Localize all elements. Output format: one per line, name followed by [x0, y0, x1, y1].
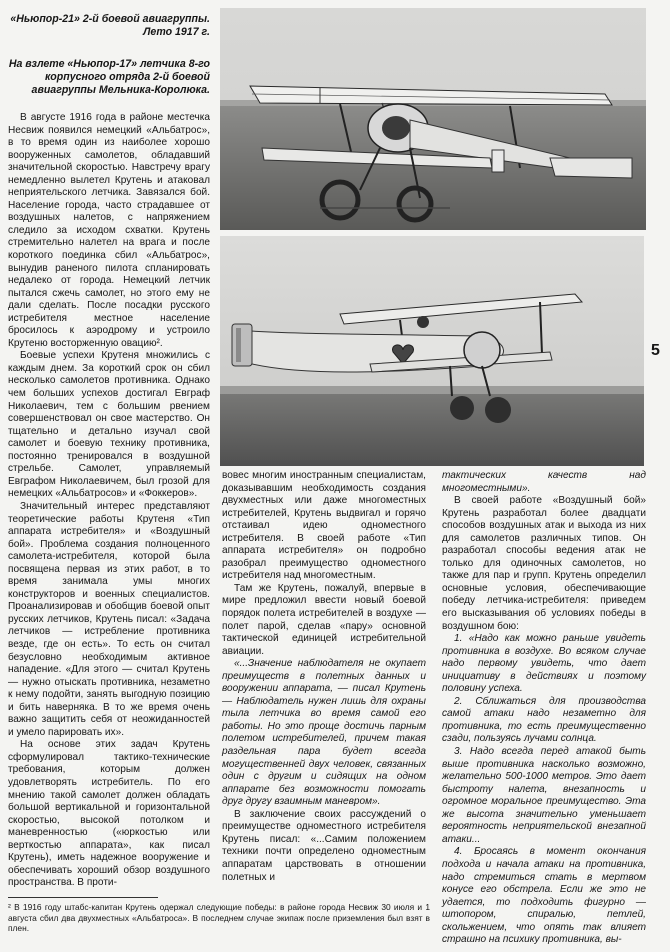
- text-column-3: [442, 470, 646, 947]
- text-column-1: [8, 112, 210, 890]
- quote-paragraph: 2. Сближаться для производства самой атаки надо незаметно для противника, то есть преимущественно сзади, пользуясь лучами солнца.: [442, 695, 646, 745]
- paragraph: На основе этих задач Крутень сформулировал тактико-технические требования, которым должен удовлетворять истребитель. По его мнению такой самолет должен обладать большой вертикальной и горизонтальной скоростью, высокой потолком и маневренностью («юркостью или верткостью аппарата», как писал Крутень), иметь надежное вооружение и обеспечивать хороший обзор воздушного пространства. В проти-: [8, 739, 210, 889]
- quote-paragraph: тактических качеств над многоместными».: [442, 470, 646, 494]
- quote-paragraph: «...Значение наблюдателя не окупает преимуществ в полетных данных и вооружении аппарата, — писал Крутень — Наблюдатель нужен лишь для охраны тыла летчика во время самой его работы. Но это проще достичь парным полетом истребителей, причем такая раздельная пара будет всегда могущественней двух человек, связанных один с другим и сидящих на одном аппарате без возможности помогать друг другу взаимным маневром».: [222, 658, 426, 808]
- text-column-2: [222, 470, 426, 884]
- paragraph: В своей работе «Воздушный бой» Крутень разработал более двадцати способов воздушных атак и выхода из них для самолетов различных типов. Он разработал способы ведения атак не только для одиночных самолетов, но также для пар и групп. Крутень определил основные условия, обеспечивающие победу летчика-истребителя: приведем его высказывания об условиях победы в воздушном бою:: [442, 495, 646, 632]
- quote-paragraph: 4. Бросаясь в момент окончания подхода и начала атаки на противника, надо стремиться стать в мертвом конусе его обстрела. Если же это не удается, то подходить фигурно — штопором, спиралью, петлей, скольжением, что опять так влияет страшно на психику противника, вы-: [442, 846, 646, 946]
- paragraph: вовес многим иностранным специалистам, доказывавшим необходимость создания двухместных или даже многоместных истребителей, Крутень выдвигал и горячо отстаивал идею одноместного истребителя. В своей работе «Тип аппарата истребителя» он подробно разобрал преимущество одноместного истребителя над многоместным.: [222, 470, 426, 582]
- paragraph: В заключение своих рассуждений о преимуществе одноместного истребителя Крутень писал: «...Самим положением техники почти определено одноместным аппаратам царствовать в отношении полетных и: [222, 808, 426, 883]
- footnote: ² В 1916 году штабс-капитан Крутень одержал следующие победы: в районе города Несвиж 30 июля и 1 августа сбил два двухместных «Альбатроса». В последнем случае экипаж после приземления был взят в плен.: [8, 902, 430, 934]
- footnote-rule: [8, 897, 158, 898]
- page-number: 5: [651, 342, 660, 359]
- photo-caption-top: «Ньюпор-21» 2-й боевой авиагруппы. Лето 1917 г.: [10, 13, 210, 39]
- photo-nieuport-17-takeoff: [220, 236, 644, 466]
- paragraph: Значительный интерес представляют теоретические работы Крутеня «Тип аппарата истребителя» и «Воздушный бой». Проблема создания полноценного самолета-истребителя, которой была посвящена первая из этих работ, в то время занимала умы многих конструкторов и военных специалистов. Проанализировав и обобщив боевой опыт русских летчиков, Крутень писал: «Задача летчиков — истребление противника везде, где он есть». То есть он считал безусловно необходимым активное нападение. «Для этого — считал Крутень — нужно отыскать противника, незаметно к нему подойти, занять выгодную позицию и бить наверняка. В то же время очень важно защитить себя от неожиданностей и умело парировать их».: [8, 500, 210, 738]
- photo-caption-second: На взлете «Ньюпор-17» летчика 8-го корпусного отряда 2-й боевой авиагруппы Мельника-Королюка.: [8, 58, 210, 97]
- photo-nieuport-21: [220, 8, 646, 230]
- quote-paragraph: 1. «Надо как можно раньше увидеть противника в воздухе. Во всяком случае надо первому увидеть, что дает инициативу в действиях и поэтому половину успеха.: [442, 633, 646, 695]
- paragraph: Там же Крутень, пожалуй, впервые в мире предложил ввести новый боевой порядок полета истребителей в воздухе — полет парой, сделав «пару» основной тактической единицей истребительной авиации.: [222, 582, 426, 657]
- paragraph: Боевые успехи Крутеня множились с каждым днем. За короткий срок он сбил несколько самолетов противника. Однако чем больших успехов достигал Евграф Николаевич, тем с большим рвением совершенствовал он свое мастерство. Он тщательно и детально изучал свой самолет и боевую технику противника, постоянно тренировался в воздушной стрельбе. Самолет, управляемый Евграфом Николаевичем, был грозой для немецких «Альбатросов» и «Фоккеров».: [8, 350, 210, 500]
- paragraph: В августе 1916 года в районе местечка Несвиж появился немецкий «Альбатрос», в то время один из наиболее хорошо вооруженных самолетов, обладавший значительной скоростью. Навстречу врагу немедленно вылетел Крутень и атаковал неприятельского летчика. Завязался бой. Население города, часто страдавшее от воздушных налетов, с напряжением следило за исходом схватки. Крутень стремительно налетел на врага и после короткого поединка сбил «Альбатрос», вынудив раненого пилота спланировать недалеко от города. Немецкий летчик пытался сжечь самолет, но этого ему не дали сделать. После посадки русского истребителя местное население бросилось к аэродрому и устроило Крутеню восторженную овацию².: [8, 112, 210, 349]
- quote-paragraph: 3. Надо всегда перед атакой быть выше противника насколько возможно, желательно 500-1000 метров. Это дает быстроту налета, внезапность и огромное моральное преимущество. Эта же высота значительно уменьшает вероятность неприятельской внезапной атаки...: [442, 746, 646, 845]
